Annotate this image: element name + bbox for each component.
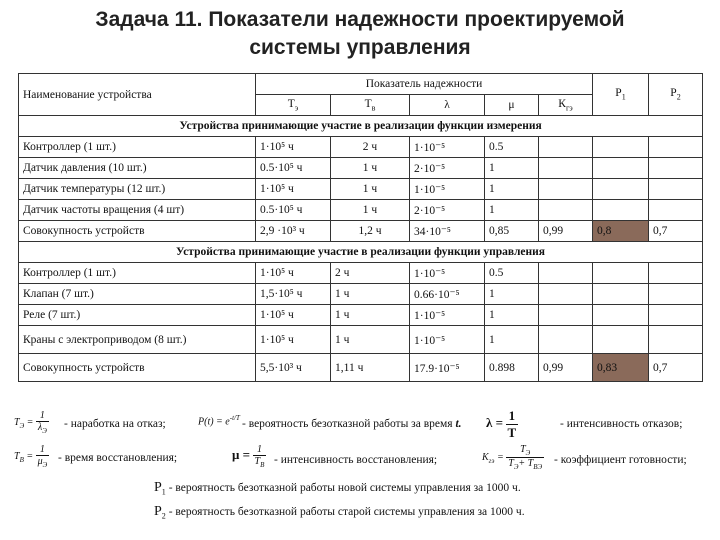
- section-control-header: Устройства принимающие участие в реализации функции управления: [19, 242, 703, 263]
- cell-k: [539, 263, 593, 284]
- formula-k: $K_{гэ}$ = $\frac{T_Э}{T_Э+ T_{ВЭ}}$: [482, 444, 543, 471]
- cell-p1: [593, 200, 649, 221]
- cell-tv: 1,11 ч: [331, 354, 410, 382]
- device-name: Датчик давления (10 шт.): [19, 158, 256, 179]
- cell-to: 2,9 ·10³ ч: [256, 221, 331, 242]
- device-name: Совокупность устройств: [19, 354, 256, 382]
- cell-tv: 1 ч: [331, 326, 410, 354]
- formula-tv: $T_B$ = $\frac{1}{\mu_Э}$: [14, 444, 48, 469]
- cell-p1: [593, 263, 649, 284]
- legend-lambda: - интенсивность отказов;: [560, 418, 683, 430]
- cell-p2: [649, 158, 703, 179]
- legend-to: - наработка на отказ;: [64, 418, 166, 430]
- cell-k: [539, 179, 593, 200]
- cell-to: 0.5·10⁵ ч: [256, 158, 331, 179]
- col-header-k: $К_{гэ}$: [539, 95, 593, 116]
- section-measure-header: Устройства принимающие участие в реализации функции измерения: [19, 116, 703, 137]
- cell-lambda: 1·10⁻⁵: [410, 263, 485, 284]
- legend-k: - коэффициент готовности;: [554, 454, 687, 466]
- cell-mu: 1: [485, 305, 539, 326]
- col-header-to: $Т_э$: [256, 95, 331, 116]
- title-line-1: Задача 11. Показатели надежности проектируемой: [95, 8, 625, 31]
- cell-k: [539, 158, 593, 179]
- table-row-total: [19, 354, 703, 382]
- cell-mu: 1: [485, 326, 539, 354]
- cell-p1: [593, 137, 649, 158]
- device-name: Контроллер (1 шт.): [19, 263, 256, 284]
- cell-lambda: 2·10⁻⁵: [410, 200, 485, 221]
- cell-p1: [593, 179, 649, 200]
- cell-p2: 0,7: [649, 354, 703, 382]
- cell-tv: 1 ч: [331, 305, 410, 326]
- cell-p2: [649, 263, 703, 284]
- cell-tv: 1 ч: [331, 179, 410, 200]
- cell-lambda: 0.66·10⁻⁵: [410, 284, 485, 305]
- cell-mu: 1: [485, 284, 539, 305]
- cell-to: 5,5·10³ ч: [256, 354, 331, 382]
- device-name: Контроллер (1 шт.): [19, 137, 256, 158]
- col-header-p2: $Р_2$: [649, 74, 703, 116]
- cell-lambda: 1·10⁻⁵: [410, 305, 485, 326]
- device-name: Совокупность устройств: [19, 221, 256, 242]
- formula-mu: μ = $\frac{1}{T_B}$: [232, 444, 265, 469]
- formula-to: $T_Э$ = $\frac{1}{\lambda_Э}$: [14, 410, 47, 435]
- cell-lambda: 2·10⁻⁵: [410, 158, 485, 179]
- formula-lambda: λ = $\frac{1}{T}$: [486, 408, 517, 440]
- cell-tv: 1 ч: [331, 158, 410, 179]
- cell-tv: 2 ч: [331, 137, 410, 158]
- cell-p1: [593, 284, 649, 305]
- col-header-p1: $Р_1$: [593, 74, 649, 116]
- cell-lambda: 34·10⁻⁵: [410, 221, 485, 242]
- cell-p2: [649, 326, 703, 354]
- cell-p2: 0,7: [649, 221, 703, 242]
- reliability-table: [18, 73, 703, 382]
- table-row: [19, 158, 703, 179]
- device-name: Реле (7 шт.): [19, 305, 256, 326]
- cell-p1-highlight: 0,83: [593, 354, 649, 382]
- cell-to: 0.5·10⁵ ч: [256, 200, 331, 221]
- name-header: Наименование устройства: [19, 74, 256, 116]
- table-row: [19, 179, 703, 200]
- legend-p2: $Р_2$ - вероятность безотказной работы старой системы управления за 1000 ч.: [154, 504, 525, 521]
- cell-k: [539, 137, 593, 158]
- cell-mu: 1: [485, 158, 539, 179]
- cell-mu: 0.5: [485, 137, 539, 158]
- cell-mu: 1: [485, 200, 539, 221]
- formula-p: $P(t) = e^{-t/T}$: [198, 414, 240, 428]
- cell-mu: 0.5: [485, 263, 539, 284]
- cell-to: 1·10⁵ ч: [256, 326, 331, 354]
- cell-k: [539, 200, 593, 221]
- legend-mu: - интенсивность восстановления;: [274, 454, 438, 466]
- cell-lambda: 1·10⁻⁵: [410, 137, 485, 158]
- cell-p2: [649, 284, 703, 305]
- device-name: Датчик температуры (12 шт.): [19, 179, 256, 200]
- device-name: Краны с электроприводом (8 шт.): [19, 326, 256, 354]
- cell-mu: 1: [485, 179, 539, 200]
- cell-tv: 1 ч: [331, 200, 410, 221]
- cell-mu: 0.898: [485, 354, 539, 382]
- legend-p1: $Р_1$ - вероятность безотказной работы новой системы управления за 1000 ч.: [154, 480, 521, 497]
- device-name: Датчик частоты вращения (4 шт): [19, 200, 256, 221]
- cell-k: 0,99: [539, 354, 593, 382]
- cell-mu: 0,85: [485, 221, 539, 242]
- page-title: [0, 6, 720, 62]
- table-row: [19, 263, 703, 284]
- col-header-mu: μ: [485, 95, 539, 116]
- cell-lambda: 17.9·10⁻⁵: [410, 354, 485, 382]
- cell-p1: [593, 326, 649, 354]
- cell-to: 1·10⁵ ч: [256, 263, 331, 284]
- cell-lambda: 1·10⁻⁵: [410, 326, 485, 354]
- cell-tv: 2 ч: [331, 263, 410, 284]
- title-line-2: системы управления: [249, 36, 471, 59]
- cell-to: 1·10⁵ ч: [256, 305, 331, 326]
- cell-p1: [593, 305, 649, 326]
- cell-k: 0,99: [539, 221, 593, 242]
- cell-p2: [649, 305, 703, 326]
- cell-tv: 1,2 ч: [331, 221, 410, 242]
- cell-p1-highlight: 0,8: [593, 221, 649, 242]
- legend-p: - вероятность безотказной работы за время t.: [242, 418, 462, 430]
- cell-to: 1·10⁵ ч: [256, 179, 331, 200]
- group-header: Показатель надежности: [256, 74, 593, 95]
- cell-to: 1·10⁵ ч: [256, 137, 331, 158]
- cell-p1: [593, 158, 649, 179]
- table-row: [19, 200, 703, 221]
- cell-p2: [649, 179, 703, 200]
- table-row: [19, 137, 703, 158]
- cell-p2: [649, 137, 703, 158]
- device-name: Клапан (7 шт.): [19, 284, 256, 305]
- table-row-total: [19, 221, 703, 242]
- cell-lambda: 1·10⁻⁵: [410, 179, 485, 200]
- table-row: [19, 305, 703, 326]
- col-header-tv: $Т_в$: [331, 95, 410, 116]
- cell-p2: [649, 200, 703, 221]
- legend-tv: - время восстановления;: [58, 452, 178, 464]
- table-row: [19, 326, 703, 354]
- cell-to: 1,5·10⁵ ч: [256, 284, 331, 305]
- col-header-lambda: λ: [410, 95, 485, 116]
- table-row: [19, 284, 703, 305]
- cell-k: [539, 326, 593, 354]
- cell-k: [539, 305, 593, 326]
- cell-k: [539, 284, 593, 305]
- cell-tv: 1 ч: [331, 284, 410, 305]
